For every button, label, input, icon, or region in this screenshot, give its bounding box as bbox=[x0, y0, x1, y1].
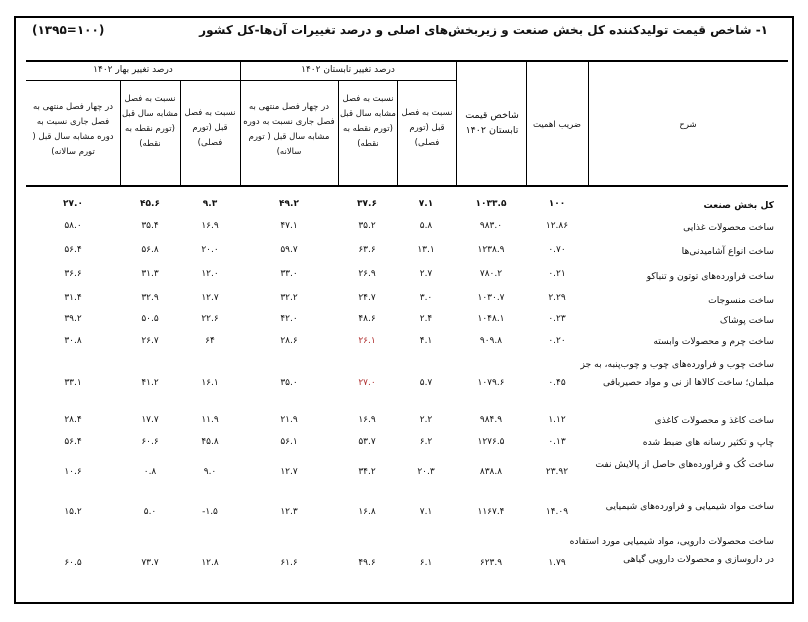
cell-sp-season: ۱۶.۱ bbox=[201, 378, 219, 388]
cell-sp-point: ۳۱.۳ bbox=[141, 269, 159, 279]
row-label: چاپ و تکثیر رسانه های ضبط شده bbox=[642, 437, 774, 448]
cell-su-season: ۲.۲ bbox=[419, 415, 433, 425]
cell-su-point: ۲۶.۹ bbox=[358, 269, 376, 279]
cell-weight: ۰.۲۳ bbox=[548, 314, 566, 324]
cell-su-annual: ۱۲.۷ bbox=[280, 467, 298, 477]
row-label: ساخت چرم و محصولات وابسته bbox=[653, 336, 774, 347]
cell-sp-season: ۲۲.۶ bbox=[201, 314, 219, 324]
row-label: ساخت پوشاک bbox=[719, 315, 774, 326]
row-label: کل بخش صنعت bbox=[703, 200, 774, 211]
cell-su-point: ۲۶.۱ bbox=[358, 336, 376, 346]
cell-index: ۱۲۷۶.۵ bbox=[477, 437, 505, 447]
cell-su-annual: ۳۳.۰ bbox=[280, 269, 298, 279]
cell-sp-season: ۴۵.۸ bbox=[201, 437, 219, 447]
cell-sp-season: ۹.۳ bbox=[202, 199, 218, 209]
cell-index: ۹۸۳.۰ bbox=[479, 221, 503, 231]
col-divider bbox=[397, 80, 398, 185]
row-label: ساخت چوب و فراورده‌های چوب و چوب‌پنبه، به جز مبلمان؛ ساخت کالاها از نی و مواد حصیربافی bbox=[580, 359, 774, 388]
cell-sp-season: ۲۰.۰ bbox=[201, 245, 219, 255]
cell-su-season: ۵.۸ bbox=[419, 221, 433, 231]
summer-group-header: درصد تغییر تابستان ۱۴۰۲ bbox=[301, 65, 395, 75]
cell-sp-season: ۱۲.۷ bbox=[201, 293, 219, 303]
cell-sp-point: ۵۶.۸ bbox=[141, 245, 159, 255]
row-label: ساخت محصولات دارویی، مواد شیمیایی مورد استفاده در داروسازی و محصولات دارویی گیاهی bbox=[569, 536, 774, 565]
spring-season-header: نسبت به فصل قبل (تورم فصلی) bbox=[184, 108, 236, 148]
row-label: ساخت انواع آشامیدنی‌ها bbox=[681, 246, 774, 257]
cell-su-season: ۴.۱ bbox=[419, 336, 433, 346]
cell-su-point: ۱۶.۹ bbox=[358, 415, 376, 425]
weight-header: ضریب اهمیت bbox=[533, 120, 581, 130]
cell-weight: ۱۲.۸۶ bbox=[545, 221, 569, 231]
cell-sp-annual: ۳۶.۶ bbox=[64, 269, 82, 279]
cell-weight: ۰.۷۰ bbox=[548, 245, 566, 255]
cell-su-season: ۶.۲ bbox=[419, 437, 433, 447]
cell-weight: ۰.۱۳ bbox=[548, 437, 566, 447]
row-label: ساخت منسوجات bbox=[708, 295, 774, 306]
cell-weight: ۲۳.۹۲ bbox=[545, 467, 569, 477]
cell-weight: ۲.۲۹ bbox=[548, 293, 566, 303]
spring-group-header: درصد تغییر بهار ۱۴۰۲ bbox=[93, 65, 173, 75]
description-header: شرح bbox=[679, 120, 697, 130]
cell-index: ۸۳۸.۸ bbox=[479, 467, 503, 477]
cell-sp-point: ۱۷.۷ bbox=[141, 415, 159, 425]
cell-sp-point: ۲۶.۷ bbox=[141, 336, 159, 346]
cell-su-point: ۳۴.۲ bbox=[358, 467, 376, 477]
col-divider bbox=[240, 62, 241, 185]
cell-index: ۱۱۶۷.۴ bbox=[477, 507, 505, 517]
cell-su-season: ۲۰.۳ bbox=[417, 467, 435, 477]
col-divider bbox=[456, 62, 457, 185]
summer-point-header: نسبت به فصل مشابه سال قبل (تورم نقطه به نقطه) bbox=[339, 94, 396, 149]
cell-index: ۹۸۴.۹ bbox=[479, 415, 503, 425]
cell-sp-annual: ۵۸.۰ bbox=[64, 221, 82, 231]
cell-su-annual: ۲۸.۶ bbox=[280, 336, 298, 346]
cell-index: ۱۰۴۸.۱ bbox=[477, 314, 505, 324]
cell-sp-annual: ۲۸.۴ bbox=[64, 415, 82, 425]
cell-sp-annual: ۱۰.۶ bbox=[64, 467, 82, 477]
cell-su-annual: ۵۶.۱ bbox=[280, 437, 298, 447]
cell-su-annual: ۳۲.۲ bbox=[280, 293, 298, 303]
cell-index: ۶۲۳.۹ bbox=[479, 558, 503, 568]
cell-su-point: ۲۷.۰ bbox=[358, 378, 376, 388]
cell-su-annual: ۶۱.۶ bbox=[280, 558, 298, 568]
cell-sp-point: ۵.۰ bbox=[143, 507, 157, 517]
cell-weight: ۰.۲۰ bbox=[548, 336, 566, 346]
cell-su-point: ۲۴.۷ bbox=[358, 293, 376, 303]
cell-index: ۱۰۳۰.۷ bbox=[477, 293, 505, 303]
cell-sp-annual: ۳۳.۱ bbox=[64, 378, 82, 388]
cell-sp-season: ۱۲.۸ bbox=[201, 558, 219, 568]
cell-su-point: ۴۸.۶ bbox=[358, 314, 376, 324]
cell-su-season: ۶.۱ bbox=[419, 558, 433, 568]
cell-su-annual: ۴۹.۲ bbox=[279, 199, 299, 209]
cell-weight: ۰.۲۱ bbox=[548, 269, 566, 279]
cell-su-season: ۱۳.۱ bbox=[417, 245, 435, 255]
summer-season-header: نسبت به فصل قبل (تورم فصلی) bbox=[401, 108, 453, 148]
summer-annual-header: در چهار فصل منتهی به فصل جاری نسبت به دوره مشابه سال قبل ( تورم سالانه) bbox=[243, 102, 335, 157]
cell-weight: ۰.۴۵ bbox=[548, 378, 566, 388]
cell-sp-point: ۳۲.۹ bbox=[141, 293, 159, 303]
cell-sp-season: ۱۱.۹ bbox=[201, 415, 219, 425]
cell-sp-point: ۴۱.۲ bbox=[141, 378, 159, 388]
index-header: شاخص قیمت تابستان ۱۴۰۲ bbox=[465, 110, 519, 136]
group-rule bbox=[26, 80, 456, 81]
row-label: ساخت کُک و فراورده‌های حاصل از پالایش نفت bbox=[595, 459, 774, 470]
cell-index: ۷۸۰.۲ bbox=[479, 269, 503, 279]
cell-sp-season: ۶۴ bbox=[205, 336, 215, 346]
cell-su-point: ۵۳.۷ bbox=[358, 437, 376, 447]
cell-sp-point: ۵۰.۵ bbox=[141, 314, 159, 324]
cell-sp-point: ۰.۸ bbox=[143, 467, 157, 477]
cell-su-annual: ۴۲.۰ bbox=[280, 314, 298, 324]
cell-su-annual: ۲۱.۹ bbox=[280, 415, 298, 425]
row-label: ساخت محصولات غذایی bbox=[683, 222, 774, 233]
cell-su-annual: ۱۲.۳ bbox=[280, 507, 298, 517]
cell-index: ۹۰۹.۸ bbox=[479, 336, 503, 346]
cell-index: ۱۰۷۹.۶ bbox=[477, 378, 505, 388]
cell-sp-annual: ۳۹.۲ bbox=[64, 314, 82, 324]
cell-sp-annual: ۲۷.۰ bbox=[63, 199, 83, 209]
cell-su-annual: ۴۷.۱ bbox=[280, 221, 298, 231]
cell-su-point: ۱۶.۸ bbox=[358, 507, 376, 517]
spring-point-header: نسبت به فصل مشابه سال قبل (تورم نقطه به نقطه) bbox=[121, 94, 178, 149]
row-label: ساخت مواد شیمیایی و فراورده‌های شیمیایی bbox=[605, 501, 774, 512]
cell-su-season: ۳.۰ bbox=[419, 293, 433, 303]
cell-su-annual: ۳۵.۰ bbox=[280, 378, 298, 388]
cell-su-point: ۳۷.۶ bbox=[357, 199, 377, 209]
cell-sp-point: ۶۰.۶ bbox=[141, 437, 159, 447]
page-title: ۱- شاخص قیمت تولیدکننده کل بخش صنعت و زیربخش‌های اصلی و درصد تغییرات آن‌ها-کل کشور bbox=[199, 23, 768, 37]
cell-su-season: ۷.۱ bbox=[418, 199, 434, 209]
cell-sp-point: ۳۵.۴ bbox=[141, 221, 159, 231]
cell-su-point: ۳۵.۲ bbox=[358, 221, 376, 231]
cell-weight: ۱.۷۹ bbox=[548, 558, 566, 568]
row-label: ساخت فراورده‌های توتون و تنباکو bbox=[646, 271, 774, 282]
col-divider bbox=[120, 80, 121, 185]
cell-sp-season: ۹.۰ bbox=[203, 467, 217, 477]
header-bottom-rule bbox=[26, 185, 788, 187]
cell-index: ۱۲۳۸.۹ bbox=[477, 245, 505, 255]
col-divider bbox=[338, 80, 339, 185]
cell-sp-annual: ۵۶.۴ bbox=[64, 245, 82, 255]
cell-sp-annual: ۳۱.۴ bbox=[64, 293, 82, 303]
base-year: (۱۰۰=۱۳۹۵) bbox=[32, 23, 105, 37]
cell-weight: ۱۴.۰۹ bbox=[545, 507, 569, 517]
cell-sp-season: -۱.۵ bbox=[202, 507, 218, 517]
cell-su-season: ۵.۷ bbox=[419, 378, 433, 388]
cell-sp-annual: ۳۰.۸ bbox=[64, 336, 82, 346]
cell-sp-annual: ۱۵.۲ bbox=[64, 507, 82, 517]
header-top-rule bbox=[26, 60, 788, 62]
cell-sp-point: ۴۵.۶ bbox=[140, 199, 160, 209]
cell-weight: ۱.۱۲ bbox=[548, 415, 566, 425]
row-label: ساخت کاغذ و محصولات کاغذی bbox=[654, 415, 774, 426]
col-divider bbox=[180, 80, 181, 185]
cell-su-season: ۲.۴ bbox=[419, 314, 433, 324]
cell-su-point: ۴۹.۶ bbox=[358, 558, 376, 568]
cell-sp-annual: ۶۰.۵ bbox=[64, 558, 82, 568]
spring-annual-header: در چهار فصل منتهی به فصل جاری نسبت به دوره مشابه سال قبل ( تورم سالانه) bbox=[32, 102, 114, 157]
cell-su-annual: ۵۹.۷ bbox=[280, 245, 298, 255]
cell-weight: ۱۰۰ bbox=[548, 199, 566, 209]
cell-su-point: ۶۳.۶ bbox=[358, 245, 376, 255]
cell-sp-annual: ۵۶.۴ bbox=[64, 437, 82, 447]
cell-sp-season: ۱۲.۰ bbox=[201, 269, 219, 279]
cell-su-season: ۲.۷ bbox=[419, 269, 433, 279]
cell-sp-season: ۱۶.۹ bbox=[201, 221, 219, 231]
cell-su-season: ۷.۱ bbox=[419, 507, 433, 517]
cell-sp-point: ۷۳.۷ bbox=[141, 558, 159, 568]
cell-index: ۱۰۳۳.۵ bbox=[475, 199, 507, 209]
